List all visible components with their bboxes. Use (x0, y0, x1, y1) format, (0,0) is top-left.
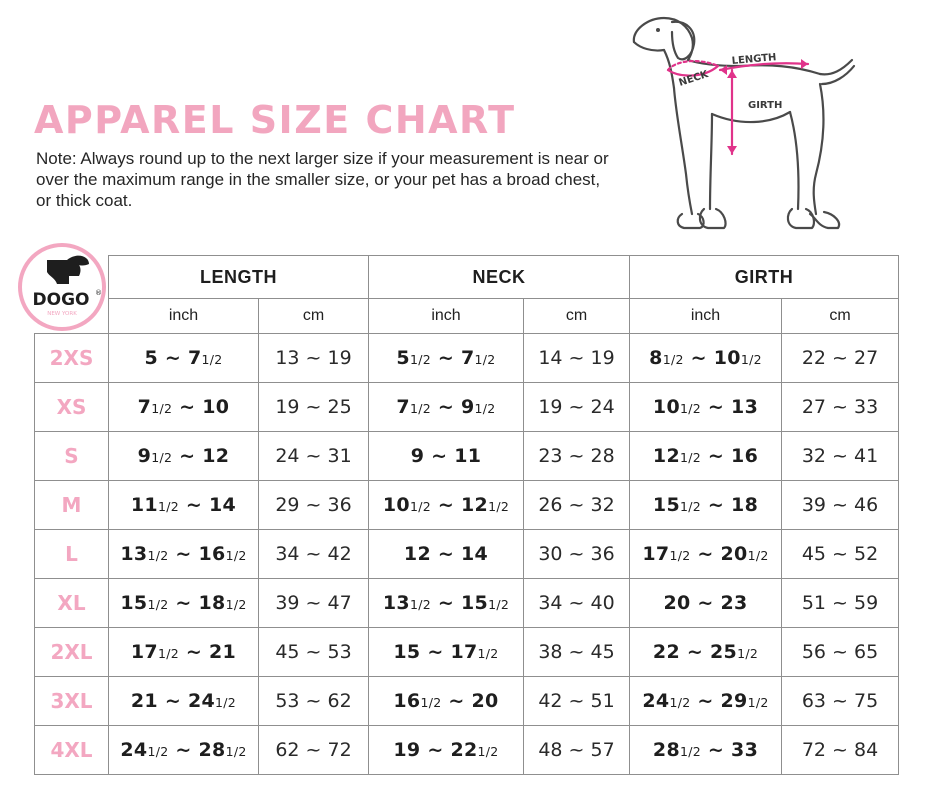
neck-cm-cell: 19 ~ 24 (524, 383, 630, 432)
length-cm-cell: 13 ~ 19 (259, 334, 369, 383)
length-cm-cell: 39 ~ 47 (259, 579, 369, 628)
table-row (35, 677, 899, 726)
neck-label: NECK (677, 69, 710, 89)
neck-in-cell: 71/2 ~ 91/2 (369, 383, 524, 432)
length-inch-header: inch (109, 299, 259, 334)
neck-in-cell: 9 ~ 11 (369, 432, 524, 481)
length-in-cell: 131/2 ~ 161/2 (109, 530, 259, 579)
length-cm-header: cm (259, 299, 369, 334)
neck-inch-header: inch (369, 299, 524, 334)
girth-group-header: GIRTH (630, 256, 899, 299)
table-row (35, 726, 899, 775)
girth-in-cell: 20 ~ 23 (630, 579, 782, 628)
logo-brand: DOGO (32, 290, 90, 310)
table-row (35, 481, 899, 530)
length-in-cell: 91/2 ~ 12 (109, 432, 259, 481)
table-row (35, 334, 899, 383)
length-cm-cell: 29 ~ 36 (259, 481, 369, 530)
length-cm-cell: 62 ~ 72 (259, 726, 369, 775)
neck-cm-cell: 42 ~ 51 (524, 677, 630, 726)
length-in-cell: 5 ~ 71/2 (109, 334, 259, 383)
girth-cm-cell: 22 ~ 27 (782, 334, 899, 383)
girth-in-cell: 151/2 ~ 18 (630, 481, 782, 530)
length-in-cell: 241/2 ~ 281/2 (109, 726, 259, 775)
size-label: XS (35, 383, 109, 432)
neck-cm-cell: 34 ~ 40 (524, 579, 630, 628)
girth-cm-cell: 63 ~ 75 (782, 677, 899, 726)
length-group-header: LENGTH (109, 256, 369, 299)
logo-registered: ® (95, 289, 102, 297)
size-label: 3XL (35, 677, 109, 726)
girth-in-cell: 101/2 ~ 13 (630, 383, 782, 432)
length-cm-cell: 45 ~ 53 (259, 628, 369, 677)
neck-cm-cell: 48 ~ 57 (524, 726, 630, 775)
logo-sub: NEW YORK (47, 311, 77, 317)
neck-in-cell: 101/2 ~ 121/2 (369, 481, 524, 530)
length-in-cell: 151/2 ~ 181/2 (109, 579, 259, 628)
size-label: 4XL (35, 726, 109, 775)
girth-in-cell: 171/2 ~ 201/2 (630, 530, 782, 579)
girth-cm-cell: 72 ~ 84 (782, 726, 899, 775)
neck-cm-cell: 26 ~ 32 (524, 481, 630, 530)
table-row (35, 628, 899, 677)
neck-in-cell: 12 ~ 14 (369, 530, 524, 579)
girth-in-cell: 281/2 ~ 33 (630, 726, 782, 775)
neck-cm-cell: 30 ~ 36 (524, 530, 630, 579)
girth-in-cell: 81/2 ~ 101/2 (630, 334, 782, 383)
girth-cm-cell: 39 ~ 46 (782, 481, 899, 530)
logo-cell (32, 256, 109, 334)
size-note: Note: Always round up to the next larger size if your measurement is near or over the maximum range in the smaller size, or your pet has a broad chest, or thick coat. (36, 149, 609, 210)
dog-measurement-diagram (620, 4, 860, 240)
group-header-row (35, 256, 899, 299)
unit-header-row (35, 299, 899, 334)
neck-in-cell: 15 ~ 171/2 (369, 628, 524, 677)
neck-in-cell: 51/2 ~ 71/2 (369, 334, 524, 383)
size-label: 2XS (35, 334, 109, 383)
size-chart-table (34, 255, 899, 775)
girth-cm-header: cm (782, 299, 899, 334)
size-label: XL (35, 579, 109, 628)
size-label: L (35, 530, 109, 579)
neck-in-cell: 19 ~ 221/2 (369, 726, 524, 775)
length-in-cell: 21 ~ 241/2 (109, 677, 259, 726)
girth-cm-cell: 56 ~ 65 (782, 628, 899, 677)
neck-cm-header: cm (524, 299, 630, 334)
size-label: S (35, 432, 109, 481)
length-cm-cell: 34 ~ 42 (259, 530, 369, 579)
girth-label: GIRTH (748, 100, 783, 111)
neck-cm-cell: 23 ~ 28 (524, 432, 630, 481)
page-title: APPAREL SIZE CHART (34, 98, 516, 142)
table-row (35, 530, 899, 579)
girth-cm-cell: 45 ~ 52 (782, 530, 899, 579)
neck-in-cell: 161/2 ~ 20 (369, 677, 524, 726)
girth-cm-cell: 27 ~ 33 (782, 383, 899, 432)
length-cm-cell: 24 ~ 31 (259, 432, 369, 481)
table-row (35, 432, 899, 481)
girth-cm-cell: 32 ~ 41 (782, 432, 899, 481)
length-in-cell: 171/2 ~ 21 (109, 628, 259, 677)
girth-in-cell: 121/2 ~ 16 (630, 432, 782, 481)
length-cm-cell: 19 ~ 25 (259, 383, 369, 432)
length-in-cell: 71/2 ~ 10 (109, 383, 259, 432)
girth-in-cell: 241/2 ~ 291/2 (630, 677, 782, 726)
length-in-cell: 111/2 ~ 14 (109, 481, 259, 530)
table-row (35, 383, 899, 432)
neck-group-header: NECK (369, 256, 630, 299)
length-label: LENGTH (731, 52, 777, 67)
neck-cm-cell: 14 ~ 19 (524, 334, 630, 383)
girth-inch-header: inch (630, 299, 782, 334)
size-label: 2XL (35, 628, 109, 677)
table-row (35, 579, 899, 628)
girth-cm-cell: 51 ~ 59 (782, 579, 899, 628)
neck-in-cell: 131/2 ~ 151/2 (369, 579, 524, 628)
neck-cm-cell: 38 ~ 45 (524, 628, 630, 677)
girth-in-cell: 22 ~ 251/2 (630, 628, 782, 677)
size-label: M (35, 481, 109, 530)
length-cm-cell: 53 ~ 62 (259, 677, 369, 726)
